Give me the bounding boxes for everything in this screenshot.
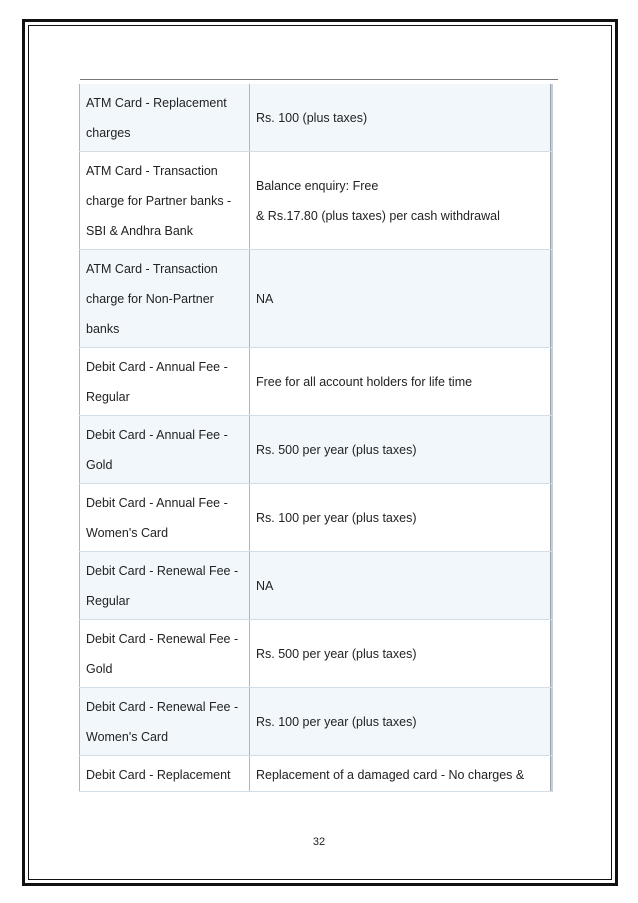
fee-name-line: Regular <box>86 390 130 404</box>
table-right-edge <box>550 348 553 415</box>
fee-value-cell <box>250 250 553 347</box>
fee-name-cell <box>79 552 250 619</box>
fee-name-cell <box>79 348 250 415</box>
fee-name-line: Debit Card - Renewal Fee - <box>86 632 239 646</box>
table-row <box>79 416 553 484</box>
fee-name-line: Debit Card - Annual Fee - <box>86 360 228 374</box>
fee-name-line: Women's Card <box>86 730 169 744</box>
table-right-edge <box>550 552 553 619</box>
fee-name-line: Debit Card - Renewal Fee - <box>86 700 239 714</box>
fee-name-line: Debit Card - Annual Fee - <box>86 496 228 510</box>
table-right-edge <box>550 484 553 551</box>
fee-value-line: Rs. 500 per year (plus taxes) <box>256 646 417 661</box>
fee-name-line: Debit Card - Replacement <box>86 768 231 782</box>
fee-name-line: SBI & Andhra Bank <box>86 224 194 238</box>
fee-value-line: NA <box>256 578 274 593</box>
fee-value-cell <box>250 348 553 415</box>
table-row <box>79 620 553 688</box>
fee-value-cell <box>250 688 553 755</box>
fee-value-line: & Rs.17.80 (plus taxes) per cash withdrawal <box>256 208 500 223</box>
fee-value-line: Rs. 100 per year (plus taxes) <box>256 510 417 525</box>
fee-name-cell <box>79 484 250 551</box>
fee-value-line: Rs. 500 per year (plus taxes) <box>256 442 417 457</box>
fee-value-cell <box>250 84 553 151</box>
fee-name-line: Women's Card <box>86 526 169 540</box>
table-row <box>79 152 553 250</box>
table-row <box>79 348 553 416</box>
page-number: 32 <box>312 836 326 848</box>
fee-name-line: ATM Card - Transaction <box>86 164 218 178</box>
table-top-rule <box>80 79 558 80</box>
table-row <box>79 484 553 552</box>
fee-name-line: Debit Card - Renewal Fee - <box>86 564 239 578</box>
table-row <box>79 250 553 348</box>
fee-name-cell <box>79 84 250 151</box>
table-row <box>79 552 553 620</box>
table-right-edge <box>550 620 553 687</box>
table-row <box>79 84 553 152</box>
fee-name-cell <box>79 688 250 755</box>
table-row <box>79 688 553 756</box>
fee-name-cell <box>79 756 250 791</box>
fee-value-cell <box>250 552 553 619</box>
fee-name-line: ATM Card - Transaction <box>86 262 218 276</box>
fee-value-cell <box>250 484 553 551</box>
fee-value-line: Replacement of a damaged card - No charges & <box>256 768 525 782</box>
fee-value-cell <box>250 620 553 687</box>
fee-name-cell <box>79 152 250 249</box>
fee-name-line: ATM Card - Replacement <box>86 96 227 110</box>
fee-name-line: charge for Non-Partner <box>86 292 214 306</box>
fee-value-line: Free for all account holders for life time <box>256 374 473 389</box>
fee-name-cell <box>79 250 250 347</box>
table-row <box>79 756 553 792</box>
fee-value-line: NA <box>256 291 274 306</box>
fee-value-cell <box>250 416 553 483</box>
table-right-edge <box>550 416 553 483</box>
table-right-edge <box>550 250 553 347</box>
fee-name-cell <box>79 620 250 687</box>
table-right-edge <box>550 84 553 151</box>
fee-value-line: Balance enquiry: Free <box>256 178 379 193</box>
fee-name-line: charge for Partner banks - <box>86 194 232 208</box>
fee-name-line: charges <box>86 126 131 140</box>
table-right-edge <box>550 688 553 755</box>
fee-value-cell <box>250 756 553 791</box>
fee-name-line: Gold <box>86 458 113 472</box>
table-right-edge <box>550 152 553 249</box>
table-right-edge <box>550 756 553 791</box>
fee-value-line: Rs. 100 per year (plus taxes) <box>256 714 417 729</box>
fee-name-cell <box>79 416 250 483</box>
fee-name-line: banks <box>86 322 120 336</box>
fee-value-line: Rs. 100 (plus taxes) <box>256 110 368 125</box>
fee-table <box>79 84 553 792</box>
fee-name-line: Regular <box>86 594 130 608</box>
fee-name-line: Gold <box>86 662 113 676</box>
fee-name-line: Debit Card - Annual Fee - <box>86 428 228 442</box>
fee-value-cell <box>250 152 553 249</box>
